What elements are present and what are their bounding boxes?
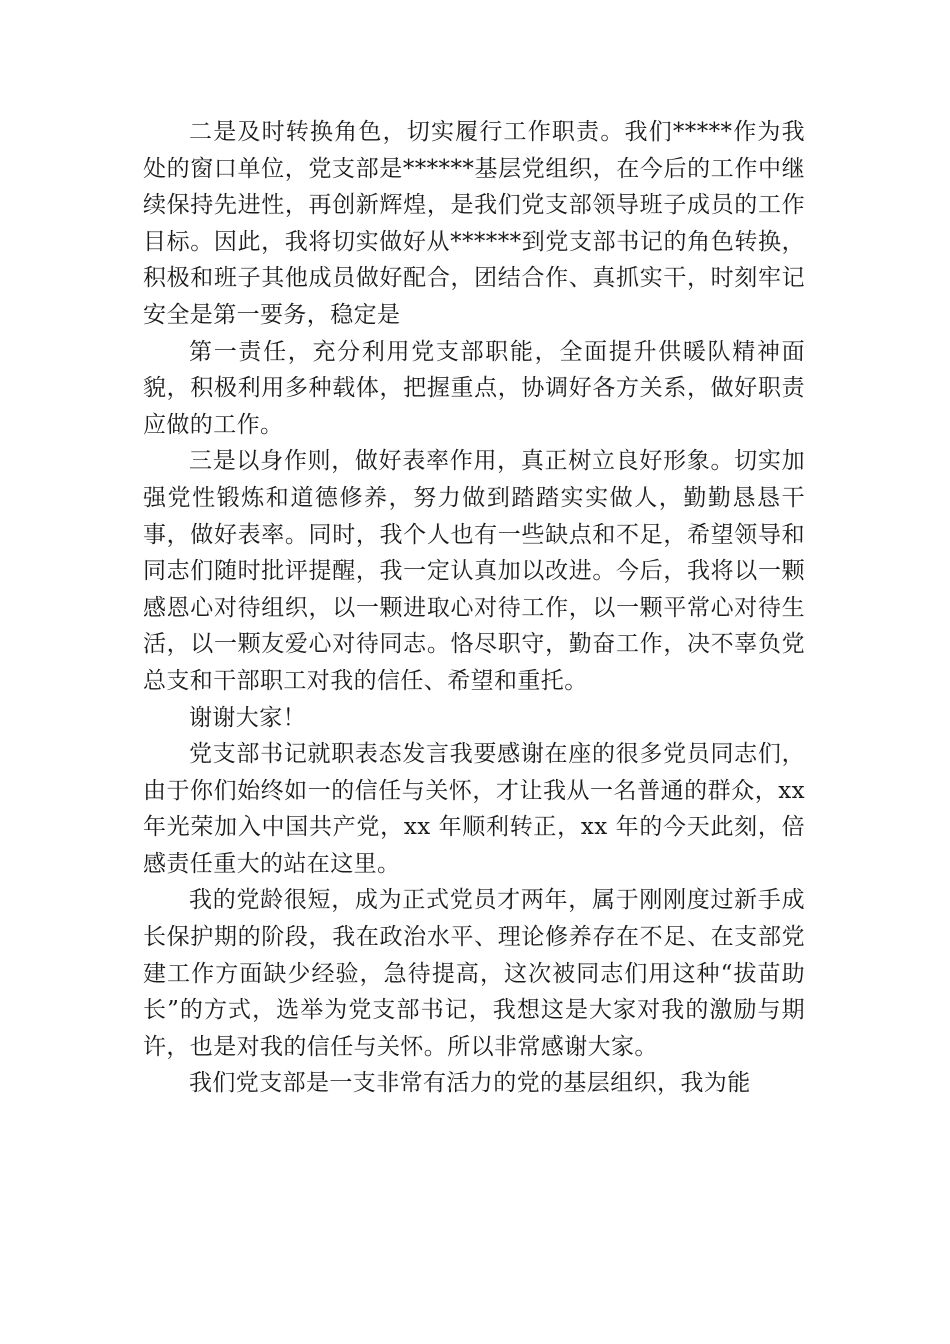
paragraph-party-age: 我的党龄很短，成为正式党员才两年，属于刚刚度过新手成长保护期的阶段，我在政治水平、理论修养存在不足、在支部党建工作方面缺少经验，急待提高，这次被同志们用这种“拔苗助长”的方式，选举为党支部书记，我想这是大家对我的激励与期许，也是对我的信任与关怀。所以非常感谢大家。 <box>143 887 805 1060</box>
paragraph-role-transition: 二是及时转换角色，切实履行工作职责。我们*****作为我处的窗口单位，党支部是******基层党组织，在今后的工作中继续保持先进性，再创新辉煌，是我们党支部领导班子成员的工作目标。因此，我将切实做好从******到党支部书记的角色转换，积极和班子其他成员做好配合，团结合作、真抓实干，时刻牢记安全是第一要务，稳定是 <box>143 119 805 328</box>
paragraph-first-responsibility: 第一责任，充分利用党支部职能，全面提升供暖队精神面貌，积极利用多种载体，把握重点，协调好各方关系，做好职责应做的工作。 <box>143 338 805 438</box>
paragraph-thanks: 谢谢大家！ <box>189 704 306 731</box>
paragraph-lead-by-example: 三是以身作则，做好表率作用，真正树立良好形象。切实加强党性锻炼和道德修养，努力做到踏踏实实做人，勤勤恳恳干事，做好表率。同时，我个人也有一些缺点和不足，希望领导和同志们随时批评提醒，我一定认真加以改进。今后，我将以一颗感恩心对待组织，以一颗进取心对待工作，以一颗平常心对待生活，以一颗友爱心对待同志。恪尽职守，勤奋工作，决不辜负党总支和干部职工对我的信任、希望和重托。 <box>143 448 805 694</box>
paragraph-branch-intro: 我们党支部是一支非常有活力的党的基层组织，我为能 <box>189 1070 751 1097</box>
paragraph-speech-opening: 党支部书记就职表态发言我要感谢在座的很多党员同志们，由于你们始终如一的信任与关怀，才让我从一名普通的群众，xx 年光荣加入中国共产党，xx 年顺利转正，xx 年的今天此刻，倍感责任重大的站在这里。 <box>143 741 805 877</box>
document-body <box>143 114 805 1102</box>
